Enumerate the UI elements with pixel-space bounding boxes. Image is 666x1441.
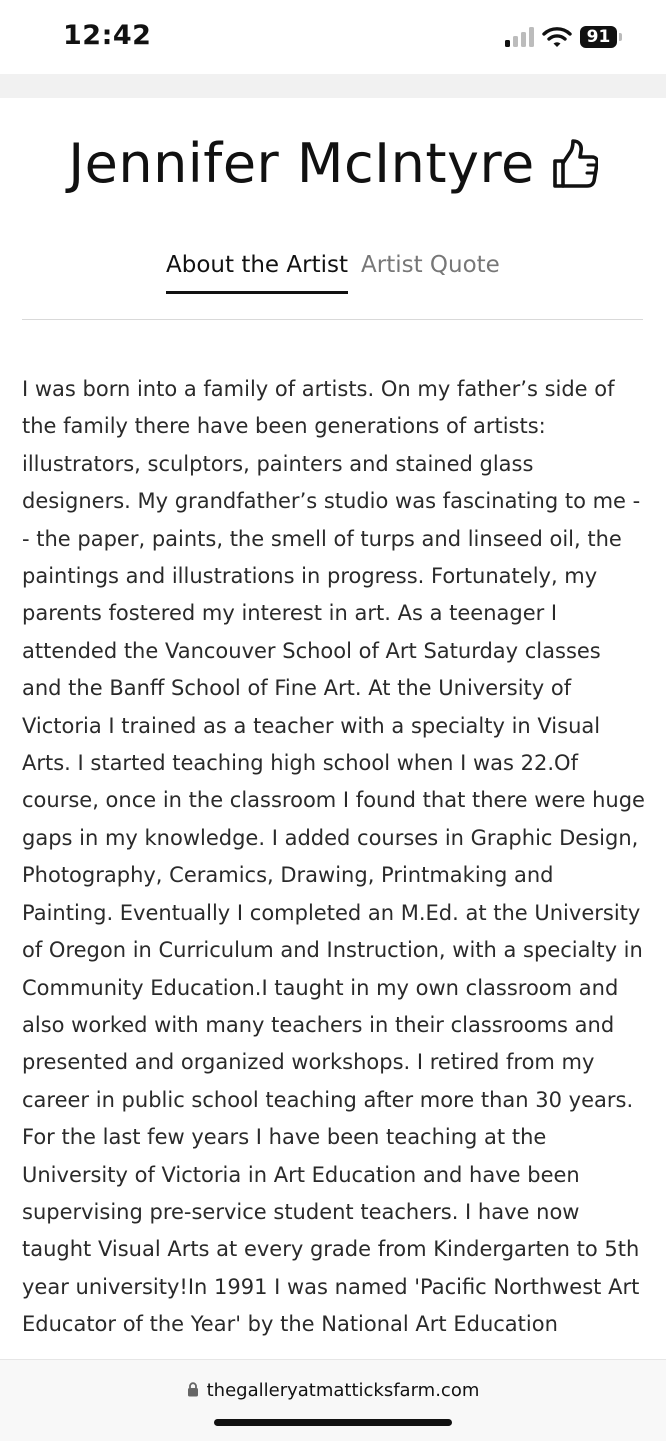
status-bar bbox=[0, 0, 666, 74]
browser-bottom-bar bbox=[0, 1359, 666, 1441]
cellular-signal-icon bbox=[505, 27, 535, 47]
header-band bbox=[0, 74, 666, 98]
active-tab-indicator bbox=[166, 291, 348, 294]
battery-level: 91 bbox=[580, 26, 617, 48]
thumbs-up-icon[interactable] bbox=[552, 139, 598, 189]
battery-icon bbox=[580, 26, 622, 48]
page-title: Jennifer McIntyre bbox=[68, 132, 535, 195]
lock-icon bbox=[187, 1382, 199, 1397]
artist-bio: I was born into a family of artists. On my father’s side of the family there have been generations of artists: illustrators, sculptors, painters and stained glass designers. My grandfather’s studio was fascinating to me -- the paper, paints, the smell of turps and linseed oil, the paintings and illustrations in progress. Fortunately, my parents fostered my interest in art. As a teenager I attended the Vancouver School of Art Saturday classes and the Banff School of Fine Art. At the University of Victoria I trained as a teacher with a specialty in Visual Arts. I started teaching high school when I was 22.Of course, once in the classroom I found that there were huge gaps in my knowledge. I added courses in Graphic Design, Photography, Ceramics, Drawing, Printmaking and Painting. Eventually I completed an M.Ed. at the University of Oregon in Curriculum and Instruction, with a specialty in Community Education.I taught in my own classroom and also worked with many teachers in their classrooms and presented and organized workshops. I retired from my career in public school teaching after more than 30 years. For the last few years I have been teaching at the University of Victoria in Art Education and have been supervising pre-service student teachers. I have now taught Visual Arts at every grade from Kindergarten to 5th year university!In 1991 I was named 'Pacific Northwest Art Educator of the Year' by the National Art Education bbox=[22, 377, 645, 1337]
home-indicator[interactable] bbox=[214, 1419, 452, 1426]
address-bar[interactable] bbox=[0, 1380, 666, 1401]
tab-about-the-artist[interactable]: About the Artist bbox=[166, 252, 348, 278]
status-time: 12:42 bbox=[63, 20, 152, 51]
page-title-row bbox=[0, 132, 666, 212]
url-text: thegalleryatmatticksfarm.com bbox=[206, 1380, 480, 1401]
tab-artist-quote[interactable]: Artist Quote bbox=[361, 252, 500, 278]
wifi-icon bbox=[542, 26, 572, 48]
tab-divider bbox=[22, 319, 643, 320]
